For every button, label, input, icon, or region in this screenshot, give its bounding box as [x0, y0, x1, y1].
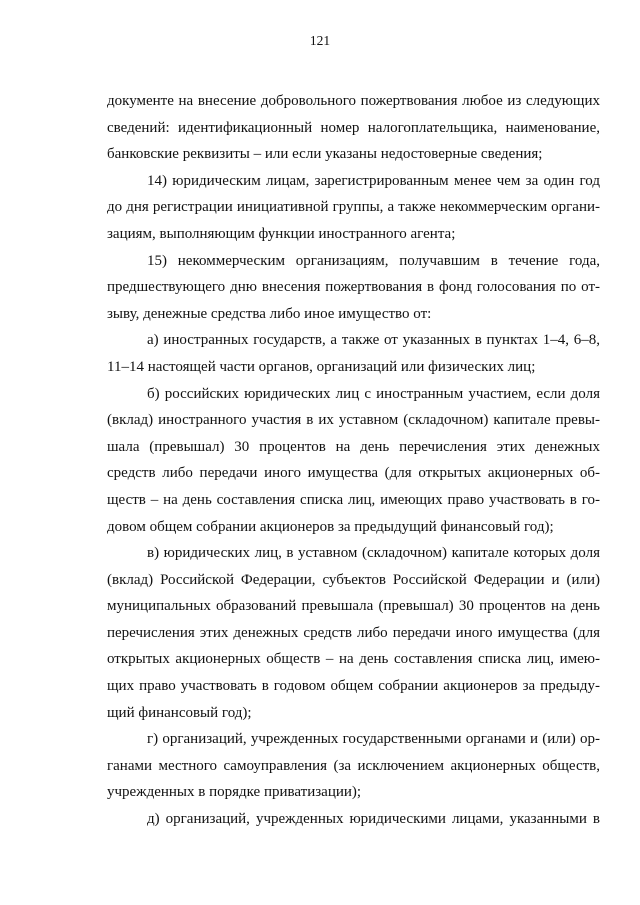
- text-line: щий финансовый год);: [107, 704, 252, 721]
- text-line: довом общем собрании акционеров за предыдущий финансовый год);: [107, 518, 554, 535]
- text-line: ганами местного самоуправления (за исключением акционерных обществ,: [107, 757, 600, 774]
- document-body: [107, 88, 600, 833]
- text-line: учрежденных в порядке приватизации);: [107, 784, 362, 801]
- text-line: 15) некоммерческим организациям, получавшим в течение года,: [147, 252, 600, 269]
- text-line: банковские реквизиты – или если указаны недостоверные сведения;: [107, 146, 543, 163]
- text-line: зациям, выполняющим функции иностранного агента;: [107, 225, 456, 242]
- text-line: б) российских юридических лиц с иностранным участием, если доля: [147, 385, 600, 402]
- text-line: (вклад) Российской Федерации, субъектов Российской Федерации и (или): [107, 571, 600, 588]
- text-line: г) организаций, учрежденных государственными органами и (или) ор-: [147, 731, 600, 748]
- text-line: (вклад) иностранного участия в их уставном (складочном) капитале превы-: [107, 412, 600, 429]
- text-line: д) организаций, учрежденных юридическими лицами, указанными в: [147, 811, 600, 828]
- text-line: шала (превышал) 30 процентов на день перечисления этих денежных: [107, 438, 600, 455]
- text-line: ществ – на день составления списка лиц, имеющих право участвовать в го-: [107, 491, 600, 508]
- text-line: перечисления этих денежных средств либо передачи иного имущества (для: [107, 624, 600, 641]
- text-line: 14) юридическим лицам, зарегистрированным менее чем за один год: [147, 172, 600, 189]
- text-line: до дня регистрации инициативной группы, а также некоммерческим органи-: [107, 199, 600, 216]
- text-line: открытых акционерных обществ – на день составления списка лиц, имею-: [107, 651, 600, 668]
- text-line: в) юридических лиц, в уставном (складочном) капитале которых доля: [147, 545, 600, 562]
- text-line: 11–14 настоящей части органов, организаций или физических лиц;: [107, 358, 536, 375]
- page-number: 121: [309, 33, 331, 48]
- text-line: документе на внесение добровольного пожертвования любое из следующих: [107, 93, 600, 109]
- text-line: зыву, денежные средства либо иное имущество от:: [107, 305, 432, 322]
- text-line: средств либо передачи иного имущества (для открытых акционерных об-: [107, 465, 600, 482]
- text-line: муниципальных образований превышала (превышал) 30 процентов на день: [107, 598, 600, 615]
- text-line: предшествующего дню внесения пожертвования в фонд голосования по от-: [107, 279, 600, 296]
- text-line: сведений: идентификационный номер налогоплательщика, наименование,: [107, 119, 600, 136]
- text-line: а) иностранных государств, а также от указанных в пунктах 1–4, 6–8,: [147, 332, 600, 349]
- text-line: щих право участвовать в годовом общем собрании акционеров за предыду-: [107, 678, 600, 695]
